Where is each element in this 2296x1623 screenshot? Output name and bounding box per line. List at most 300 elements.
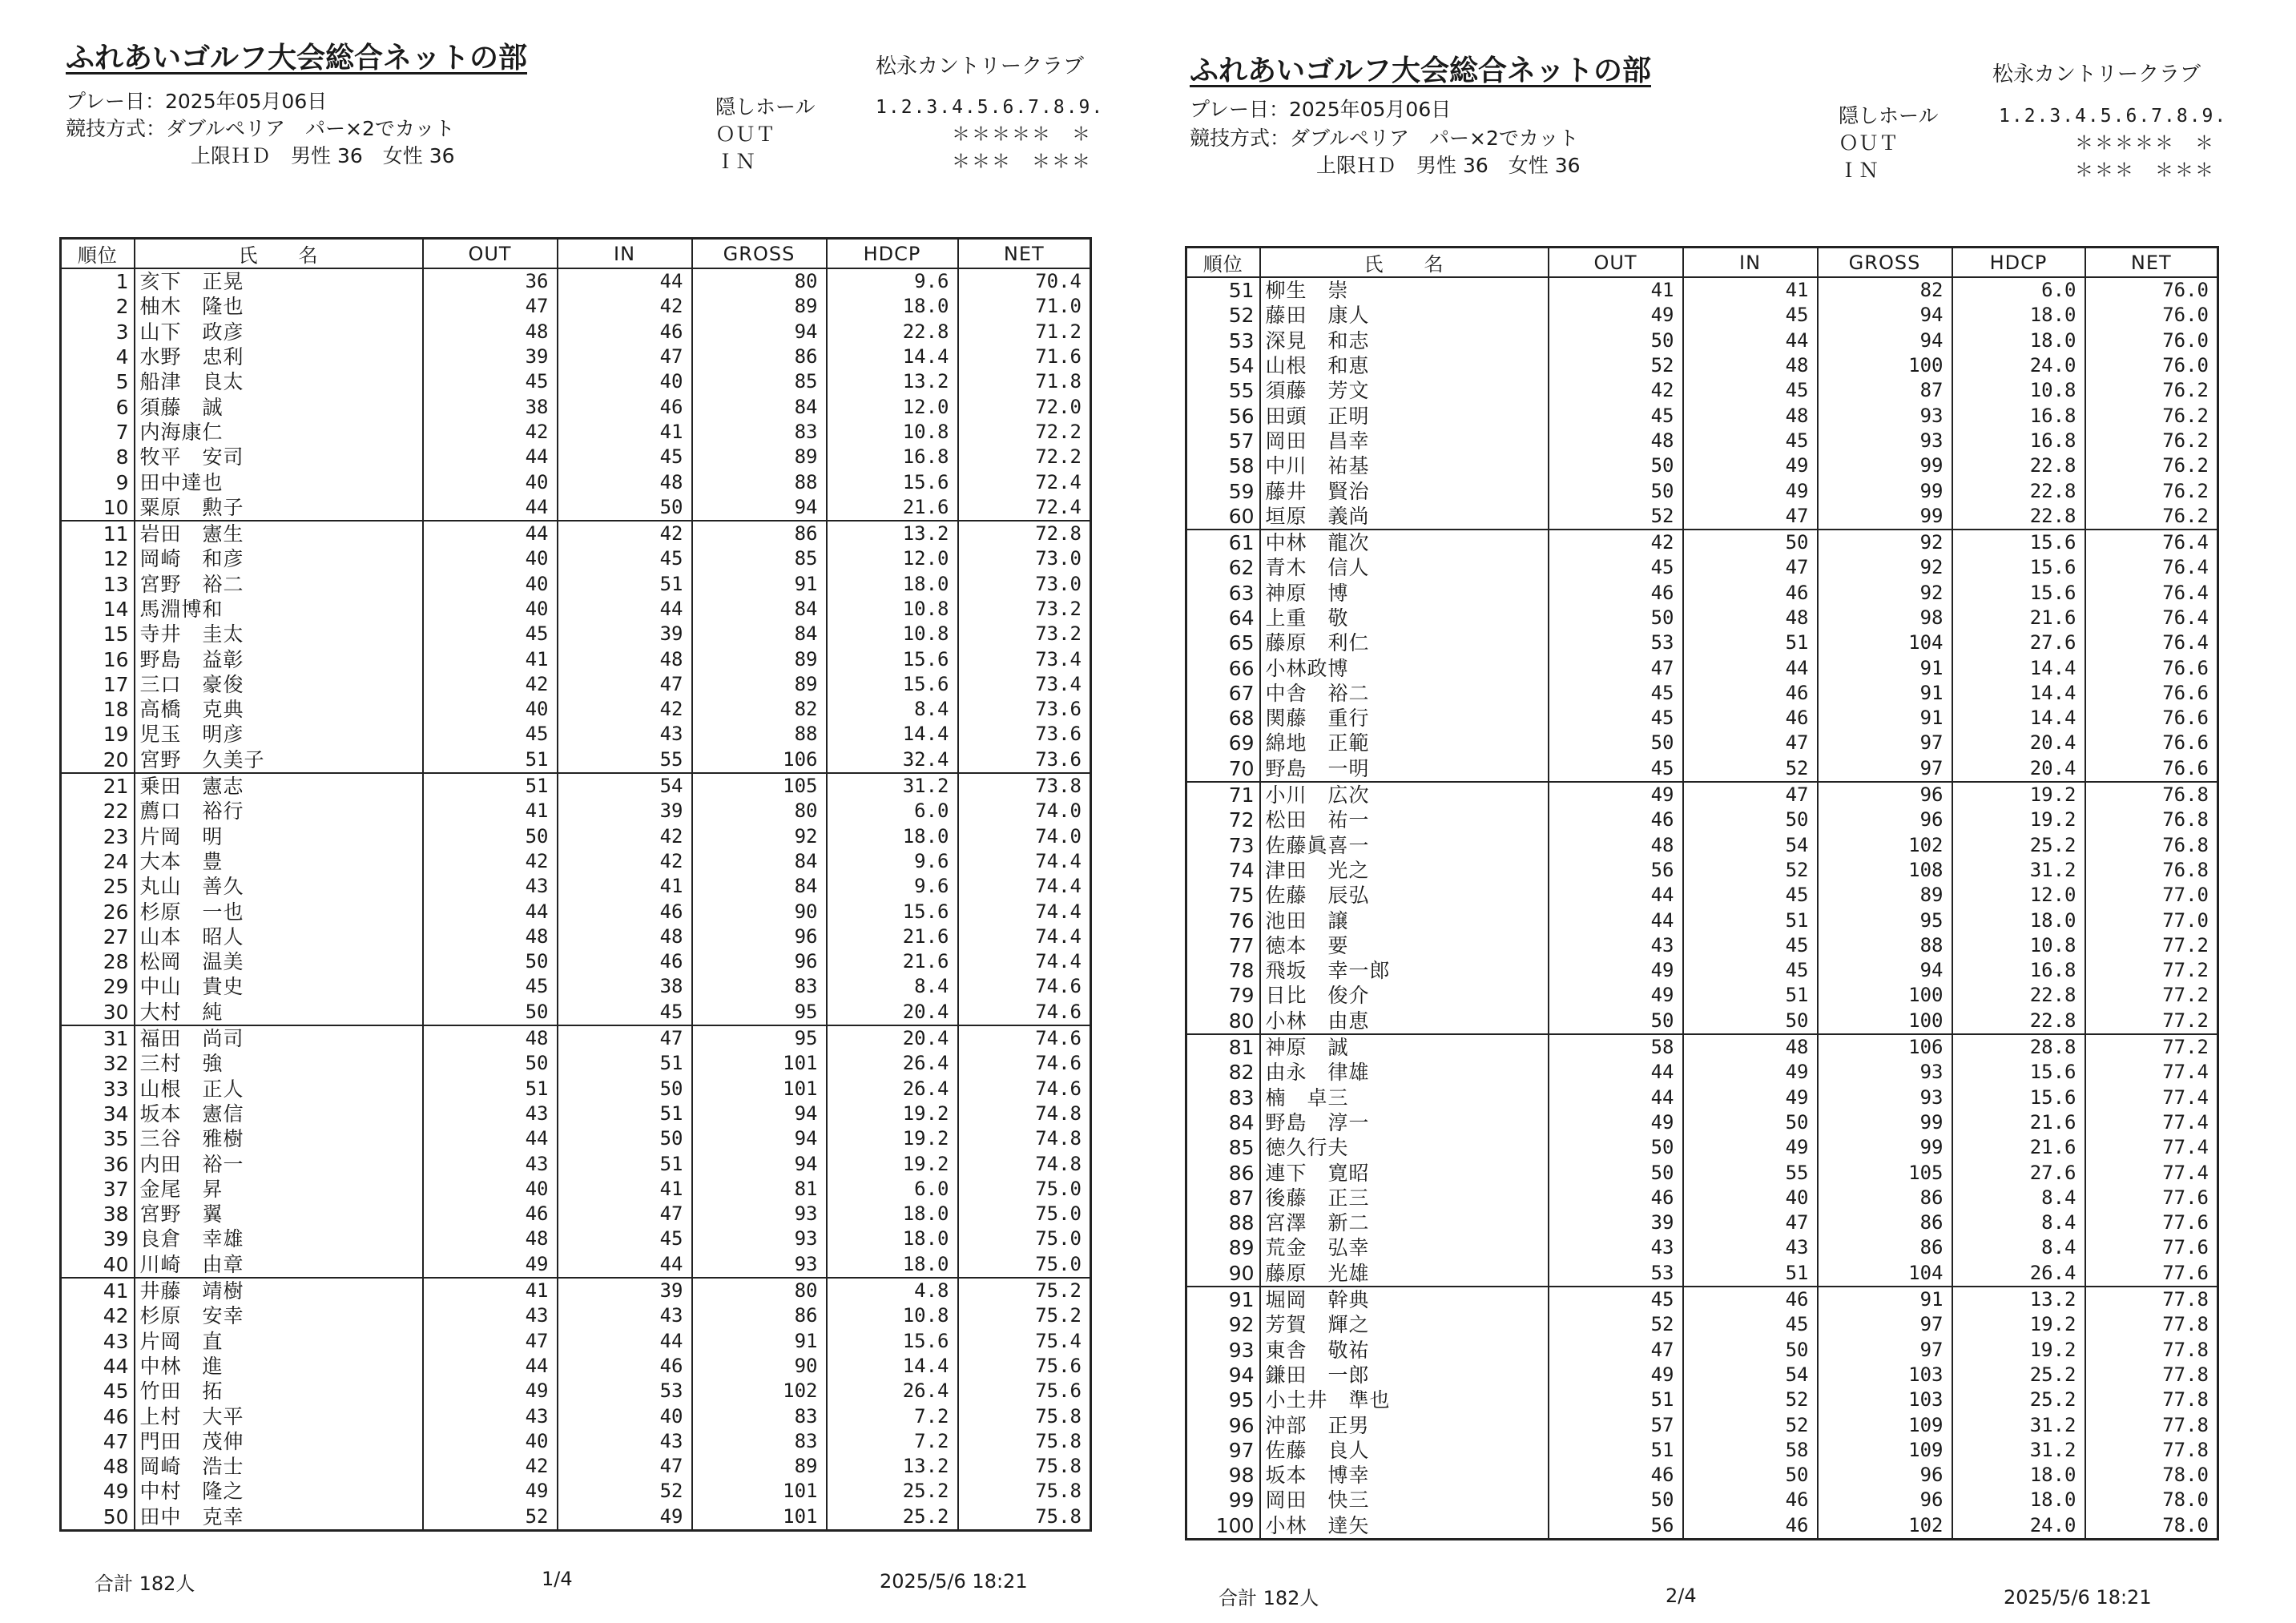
out-label: ＯＵＴ xyxy=(1839,131,1899,155)
cell-hdcp: 31.2 xyxy=(1952,858,2085,883)
cell-name: 内海康仁 xyxy=(135,420,423,445)
table-row xyxy=(1186,429,2218,453)
cell-gross: 101 xyxy=(692,1077,827,1101)
cell-out: 45 xyxy=(423,622,558,646)
cell-out: 36 xyxy=(423,268,558,294)
cell-name: 佐藤 辰弘 xyxy=(1260,883,1549,908)
cell-gross: 97 xyxy=(1818,731,1952,755)
cell-gross: 82 xyxy=(1818,277,1952,303)
cell-in: 48 xyxy=(1683,1034,1818,1060)
cell-gross: 99 xyxy=(1818,1135,1952,1160)
cell-gross: 89 xyxy=(692,672,827,697)
cell-net: 72.2 xyxy=(958,445,1091,469)
cell-out: 44 xyxy=(423,521,558,546)
cell-in: 51 xyxy=(558,1101,692,1126)
cell-hdcp: 19.2 xyxy=(827,1126,958,1151)
cell-rank: 74 xyxy=(1186,858,1260,883)
cell-hdcp: 22.8 xyxy=(1952,1009,2085,1034)
cell-name: 楠 卓三 xyxy=(1260,1085,1549,1110)
results-table xyxy=(1185,246,2219,1540)
cell-out: 47 xyxy=(1549,1337,1683,1362)
cell-hdcp: 28.8 xyxy=(1952,1034,2085,1060)
table-row xyxy=(61,1504,1091,1531)
cell-out: 51 xyxy=(1549,1438,1683,1463)
cell-net: 76.0 xyxy=(2085,353,2218,378)
cell-net: 76.2 xyxy=(2085,403,2218,428)
cell-hdcp: 10.8 xyxy=(827,597,958,622)
cell-out: 40 xyxy=(423,572,558,597)
header-out: OUT xyxy=(423,239,558,269)
cell-rank: 10 xyxy=(61,495,135,521)
cell-out: 42 xyxy=(1549,378,1683,403)
cell-rank: 30 xyxy=(61,1000,135,1025)
cell-hdcp: 22.8 xyxy=(827,320,958,344)
cell-net: 77.2 xyxy=(2085,1009,2218,1034)
cell-net: 77.4 xyxy=(2085,1085,2218,1110)
cell-hdcp: 12.0 xyxy=(827,394,958,419)
cell-out: 39 xyxy=(423,344,558,369)
cell-rank: 98 xyxy=(1186,1463,1260,1488)
header-gross: GROSS xyxy=(1818,248,1952,278)
cell-in: 49 xyxy=(1683,478,1818,503)
cell-hdcp: 15.6 xyxy=(827,672,958,697)
cell-rank: 61 xyxy=(1186,530,1260,555)
cell-out: 49 xyxy=(1549,1363,1683,1387)
cell-name: 中林 進 xyxy=(135,1354,423,1379)
table-row xyxy=(61,1051,1091,1076)
cell-name: 田中 克幸 xyxy=(135,1504,423,1531)
table-row xyxy=(1186,1412,2218,1437)
cell-hdcp: 13.2 xyxy=(827,1454,958,1479)
cell-rank: 69 xyxy=(1186,731,1260,755)
cell-hdcp: 20.4 xyxy=(827,1025,958,1051)
cell-in: 43 xyxy=(558,722,692,747)
competition-method: 競技方式：ダブルペリア パー×2でカット xyxy=(1190,127,1579,150)
cell-rank: 22 xyxy=(61,799,135,824)
cell-in: 45 xyxy=(1683,378,1818,403)
cell-net: 77.0 xyxy=(2085,883,2218,908)
cell-rank: 88 xyxy=(1186,1210,1260,1235)
cell-gross: 100 xyxy=(1818,1009,1952,1034)
cell-rank: 1 xyxy=(61,268,135,294)
cell-net: 76.6 xyxy=(2085,681,2218,706)
table-row xyxy=(1186,1009,2218,1034)
cell-hdcp: 27.6 xyxy=(1952,630,2085,655)
table-row xyxy=(61,1328,1091,1353)
cell-name: 寺井 圭太 xyxy=(135,622,423,646)
cell-gross: 87 xyxy=(1818,378,1952,403)
cell-hdcp: 25.2 xyxy=(1952,1363,2085,1387)
cell-name: 坂本 憲信 xyxy=(135,1101,423,1126)
cell-hdcp: 26.4 xyxy=(827,1379,958,1404)
cell-hdcp: 24.0 xyxy=(1952,1513,2085,1540)
hidden-holes xyxy=(1839,103,2228,184)
table-row xyxy=(61,1101,1091,1126)
cell-name: 小土井 準也 xyxy=(1260,1387,1549,1412)
table-row xyxy=(1186,1160,2218,1185)
cell-net: 75.4 xyxy=(958,1328,1091,1353)
table-row xyxy=(1186,1034,2218,1060)
cell-gross: 86 xyxy=(1818,1235,1952,1260)
cell-name: 井藤 靖樹 xyxy=(135,1278,423,1303)
cell-gross: 92 xyxy=(1818,581,1952,606)
cell-rank: 47 xyxy=(61,1429,135,1454)
cell-in: 48 xyxy=(558,646,692,671)
cell-out: 48 xyxy=(1549,429,1683,453)
table-row xyxy=(61,469,1091,494)
cell-gross: 102 xyxy=(1818,1513,1952,1540)
cell-out: 40 xyxy=(423,1429,558,1454)
cell-name: 亥下 正晃 xyxy=(135,268,423,294)
table-row xyxy=(61,1000,1091,1025)
cell-out: 44 xyxy=(1549,1060,1683,1085)
page-number: 2/4 xyxy=(1666,1585,1697,1607)
cell-net: 76.4 xyxy=(2085,581,2218,606)
cell-name: 内田 裕一 xyxy=(135,1151,423,1176)
cell-in: 52 xyxy=(1683,756,1818,782)
table-row xyxy=(1186,1287,2218,1312)
cell-net: 75.0 xyxy=(958,1226,1091,1251)
in-label: ＩＮ xyxy=(1839,159,1879,182)
cell-name: 徳久行夫 xyxy=(1260,1135,1549,1160)
table-row xyxy=(1186,1110,2218,1135)
cell-in: 47 xyxy=(558,1202,692,1226)
cell-in: 46 xyxy=(1683,1488,1818,1512)
cell-out: 49 xyxy=(423,1379,558,1404)
table-row xyxy=(61,420,1091,445)
cell-in: 47 xyxy=(558,1454,692,1479)
cell-out: 45 xyxy=(423,974,558,999)
cell-name: 岡崎 浩士 xyxy=(135,1454,423,1479)
cell-name: 小林政博 xyxy=(1260,655,1549,680)
cell-gross: 92 xyxy=(1818,555,1952,580)
cell-rank: 36 xyxy=(61,1151,135,1176)
cell-net: 74.6 xyxy=(958,1051,1091,1076)
table-row xyxy=(61,369,1091,394)
cell-rank: 28 xyxy=(61,949,135,974)
cell-rank: 4 xyxy=(61,344,135,369)
total-count: 合計 182人 xyxy=(1218,1587,1319,1609)
table-row xyxy=(1186,883,2218,908)
table-row xyxy=(61,1077,1091,1101)
cell-rank: 7 xyxy=(61,420,135,445)
cell-gross: 94 xyxy=(692,495,827,521)
cell-out: 50 xyxy=(1549,478,1683,503)
cell-gross: 106 xyxy=(692,747,827,773)
cell-name: 芳賀 輝之 xyxy=(1260,1312,1549,1337)
header-hdcp: HDCP xyxy=(1952,248,2085,278)
cell-net: 75.8 xyxy=(958,1429,1091,1454)
cell-hdcp: 22.8 xyxy=(1952,478,2085,503)
cell-in: 55 xyxy=(558,747,692,773)
table-row xyxy=(1186,1085,2218,1110)
cell-name: 神原 博 xyxy=(1260,581,1549,606)
cell-in: 54 xyxy=(1683,1363,1818,1387)
hidden-holes-value: 1.2.3.4.5.6.7.8.9. xyxy=(876,97,1105,118)
cell-hdcp: 26.4 xyxy=(827,1051,958,1076)
cell-name: 東舎 敬祐 xyxy=(1260,1337,1549,1362)
cell-net: 77.8 xyxy=(2085,1363,2218,1387)
cell-hdcp: 21.6 xyxy=(1952,1135,2085,1160)
cell-rank: 54 xyxy=(1186,353,1260,378)
cell-out: 48 xyxy=(423,1226,558,1251)
cell-out: 45 xyxy=(423,722,558,747)
cell-name: 小川 広次 xyxy=(1260,782,1549,807)
cell-in: 45 xyxy=(1683,883,1818,908)
cell-gross: 90 xyxy=(692,1354,827,1379)
cell-out: 51 xyxy=(1549,1387,1683,1412)
play-date: プレー日：2025年05月06日 xyxy=(66,90,328,113)
cell-hdcp: 6.0 xyxy=(827,799,958,824)
cell-in: 42 xyxy=(558,824,692,849)
cell-hdcp: 14.4 xyxy=(827,344,958,369)
cell-in: 50 xyxy=(558,495,692,521)
cell-rank: 82 xyxy=(1186,1060,1260,1085)
cell-hdcp: 10.8 xyxy=(827,622,958,646)
cell-gross: 109 xyxy=(1818,1412,1952,1437)
cell-rank: 49 xyxy=(61,1479,135,1504)
cell-net: 73.8 xyxy=(958,773,1091,799)
cell-hdcp: 19.2 xyxy=(1952,1337,2085,1362)
cell-out: 52 xyxy=(1549,504,1683,530)
cell-net: 74.0 xyxy=(958,824,1091,849)
cell-gross: 104 xyxy=(1818,1261,1952,1287)
table-row xyxy=(61,572,1091,597)
table-row xyxy=(1186,555,2218,580)
cell-in: 42 xyxy=(558,849,692,874)
cell-in: 58 xyxy=(1683,1438,1818,1463)
cell-in: 46 xyxy=(558,949,692,974)
cell-out: 48 xyxy=(1549,833,1683,858)
cell-in: 44 xyxy=(1683,328,1818,353)
table-row xyxy=(61,622,1091,646)
cell-gross: 97 xyxy=(1818,756,1952,782)
cell-gross: 84 xyxy=(692,597,827,622)
cell-net: 72.4 xyxy=(958,495,1091,521)
cell-hdcp: 21.6 xyxy=(827,949,958,974)
cell-rank: 13 xyxy=(61,572,135,597)
cell-net: 74.6 xyxy=(958,974,1091,999)
cell-name: 川崎 由章 xyxy=(135,1252,423,1278)
cell-out: 47 xyxy=(423,294,558,319)
cell-out: 42 xyxy=(423,420,558,445)
cell-rank: 91 xyxy=(1186,1287,1260,1312)
cell-rank: 78 xyxy=(1186,958,1260,983)
hidden-holes-value: 1.2.3.4.5.6.7.8.9. xyxy=(1999,106,2228,127)
cell-hdcp: 22.8 xyxy=(1952,504,2085,530)
cell-net: 73.4 xyxy=(958,646,1091,671)
cell-in: 46 xyxy=(1683,706,1818,731)
cell-net: 77.6 xyxy=(2085,1186,2218,1210)
cell-rank: 23 xyxy=(61,824,135,849)
cell-net: 72.2 xyxy=(958,420,1091,445)
cell-in: 47 xyxy=(1683,731,1818,755)
table-row xyxy=(1186,328,2218,353)
cell-rank: 77 xyxy=(1186,933,1260,958)
cell-rank: 84 xyxy=(1186,1110,1260,1135)
table-row xyxy=(61,268,1091,294)
cell-net: 74.6 xyxy=(958,1025,1091,1051)
cell-in: 50 xyxy=(1683,1337,1818,1362)
cell-net: 76.8 xyxy=(2085,807,2218,832)
cell-name: 山本 昭人 xyxy=(135,924,423,949)
cell-gross: 91 xyxy=(1818,655,1952,680)
cell-name: 野島 一明 xyxy=(1260,756,1549,782)
cell-gross: 99 xyxy=(1818,453,1952,478)
table-row xyxy=(61,1126,1091,1151)
cell-rank: 48 xyxy=(61,1454,135,1479)
cell-out: 51 xyxy=(423,773,558,799)
cell-gross: 80 xyxy=(692,799,827,824)
cell-hdcp: 32.4 xyxy=(827,747,958,773)
table-row xyxy=(61,1303,1091,1328)
cell-gross: 93 xyxy=(1818,1060,1952,1085)
out-value: ＊＊＊＊＊ ＊ xyxy=(952,124,1092,145)
cell-hdcp: 18.0 xyxy=(827,824,958,849)
cell-hdcp: 6.0 xyxy=(1952,277,2085,303)
cell-hdcp: 31.2 xyxy=(827,773,958,799)
table-row xyxy=(1186,1438,2218,1463)
cell-gross: 86 xyxy=(692,1303,827,1328)
cell-hdcp: 18.0 xyxy=(1952,303,2085,328)
cell-name: 沖部 正男 xyxy=(1260,1412,1549,1437)
cell-hdcp: 14.4 xyxy=(1952,706,2085,731)
cell-net: 73.4 xyxy=(958,672,1091,697)
cell-hdcp: 16.8 xyxy=(1952,429,2085,453)
cell-net: 71.2 xyxy=(958,320,1091,344)
cell-out: 49 xyxy=(1549,958,1683,983)
cell-net: 77.4 xyxy=(2085,1135,2218,1160)
cell-gross: 93 xyxy=(692,1202,827,1226)
table-row xyxy=(1186,681,2218,706)
cell-name: 藤田 康人 xyxy=(1260,303,1549,328)
cell-out: 53 xyxy=(1549,1261,1683,1287)
cell-name: 佐藤 良人 xyxy=(1260,1438,1549,1463)
cell-gross: 100 xyxy=(1818,983,1952,1008)
cell-in: 46 xyxy=(1683,681,1818,706)
cell-net: 77.2 xyxy=(2085,933,2218,958)
cell-gross: 105 xyxy=(1818,1160,1952,1185)
header-out: OUT xyxy=(1549,248,1683,278)
cell-in: 50 xyxy=(1683,807,1818,832)
cell-name: 関藤 重行 xyxy=(1260,706,1549,731)
cell-rank: 20 xyxy=(61,747,135,773)
table-row xyxy=(1186,1488,2218,1512)
cell-name: 粟原 勲子 xyxy=(135,495,423,521)
cell-in: 48 xyxy=(558,469,692,494)
cell-name: 良倉 幸雄 xyxy=(135,1226,423,1251)
cell-rank: 46 xyxy=(61,1404,135,1428)
cell-gross: 88 xyxy=(692,469,827,494)
cell-rank: 25 xyxy=(61,874,135,899)
cell-net: 75.8 xyxy=(958,1479,1091,1504)
cell-in: 42 xyxy=(558,697,692,722)
cell-name: 福田 尚司 xyxy=(135,1025,423,1051)
cell-name: 大村 純 xyxy=(135,1000,423,1025)
cell-gross: 93 xyxy=(1818,1085,1952,1110)
table-row xyxy=(1186,453,2218,478)
cell-name: 垣原 義尚 xyxy=(1260,504,1549,530)
cell-out: 48 xyxy=(423,1025,558,1051)
cell-net: 76.6 xyxy=(2085,706,2218,731)
cell-rank: 81 xyxy=(1186,1034,1260,1060)
cell-out: 44 xyxy=(423,495,558,521)
cell-net: 76.4 xyxy=(2085,606,2218,630)
cell-gross: 89 xyxy=(692,445,827,469)
table-row xyxy=(61,849,1091,874)
cell-name: 杉原 安幸 xyxy=(135,1303,423,1328)
cell-gross: 94 xyxy=(1818,328,1952,353)
table-row xyxy=(61,1202,1091,1226)
table-row xyxy=(1186,782,2218,807)
cell-rank: 95 xyxy=(1186,1387,1260,1412)
cell-name: 池田 譲 xyxy=(1260,908,1549,932)
cell-in: 44 xyxy=(558,1252,692,1278)
cell-out: 57 xyxy=(1549,1412,1683,1437)
table-header xyxy=(1186,248,2218,278)
cell-out: 45 xyxy=(1549,681,1683,706)
cell-gross: 106 xyxy=(1818,1034,1952,1060)
cell-in: 51 xyxy=(558,1051,692,1076)
cell-gross: 94 xyxy=(692,1101,827,1126)
cell-out: 50 xyxy=(423,1000,558,1025)
cell-net: 77.4 xyxy=(2085,1160,2218,1185)
cell-rank: 86 xyxy=(1186,1160,1260,1185)
cell-rank: 60 xyxy=(1186,504,1260,530)
page-title: ふれあいゴルフ大会総合ネットの部 xyxy=(1190,54,1652,87)
cell-rank: 90 xyxy=(1186,1261,1260,1287)
table-row xyxy=(61,1429,1091,1454)
cell-out: 50 xyxy=(1549,731,1683,755)
header-name: 氏 名 xyxy=(1260,248,1549,278)
cell-in: 40 xyxy=(558,1404,692,1428)
cell-in: 47 xyxy=(1683,504,1818,530)
cell-rank: 94 xyxy=(1186,1363,1260,1387)
cell-rank: 96 xyxy=(1186,1412,1260,1437)
cell-gross: 90 xyxy=(692,899,827,924)
cell-out: 50 xyxy=(1549,453,1683,478)
cell-gross: 93 xyxy=(692,1226,827,1251)
cell-in: 43 xyxy=(1683,1235,1818,1260)
cell-name: 小林 由恵 xyxy=(1260,1009,1549,1034)
cell-net: 76.2 xyxy=(2085,504,2218,530)
cell-in: 51 xyxy=(1683,983,1818,1008)
cell-rank: 57 xyxy=(1186,429,1260,453)
in-value: ＊＊＊ ＊＊＊ xyxy=(2075,160,2215,181)
cell-in: 45 xyxy=(558,1226,692,1251)
table-row xyxy=(1186,756,2218,782)
cell-name: 松田 祐一 xyxy=(1260,807,1549,832)
cell-gross: 85 xyxy=(692,546,827,571)
cell-name: 田頭 正明 xyxy=(1260,403,1549,428)
cell-hdcp: 15.6 xyxy=(1952,581,2085,606)
cell-name: 藤原 利仁 xyxy=(1260,630,1549,655)
cell-gross: 102 xyxy=(692,1379,827,1404)
cell-hdcp: 24.0 xyxy=(1952,353,2085,378)
cell-name: 飛坂 幸一郎 xyxy=(1260,958,1549,983)
cell-rank: 58 xyxy=(1186,453,1260,478)
cell-out: 49 xyxy=(423,1479,558,1504)
cell-hdcp: 10.8 xyxy=(1952,378,2085,403)
cell-in: 49 xyxy=(1683,1060,1818,1085)
cell-net: 76.2 xyxy=(2085,378,2218,403)
cell-rank: 39 xyxy=(61,1226,135,1251)
cell-name: 後藤 正三 xyxy=(1260,1186,1549,1210)
table-row xyxy=(61,646,1091,671)
table-row xyxy=(61,1177,1091,1202)
cell-net: 74.6 xyxy=(958,1000,1091,1025)
print-timestamp: 2025/5/6 18:21 xyxy=(880,1570,1028,1593)
